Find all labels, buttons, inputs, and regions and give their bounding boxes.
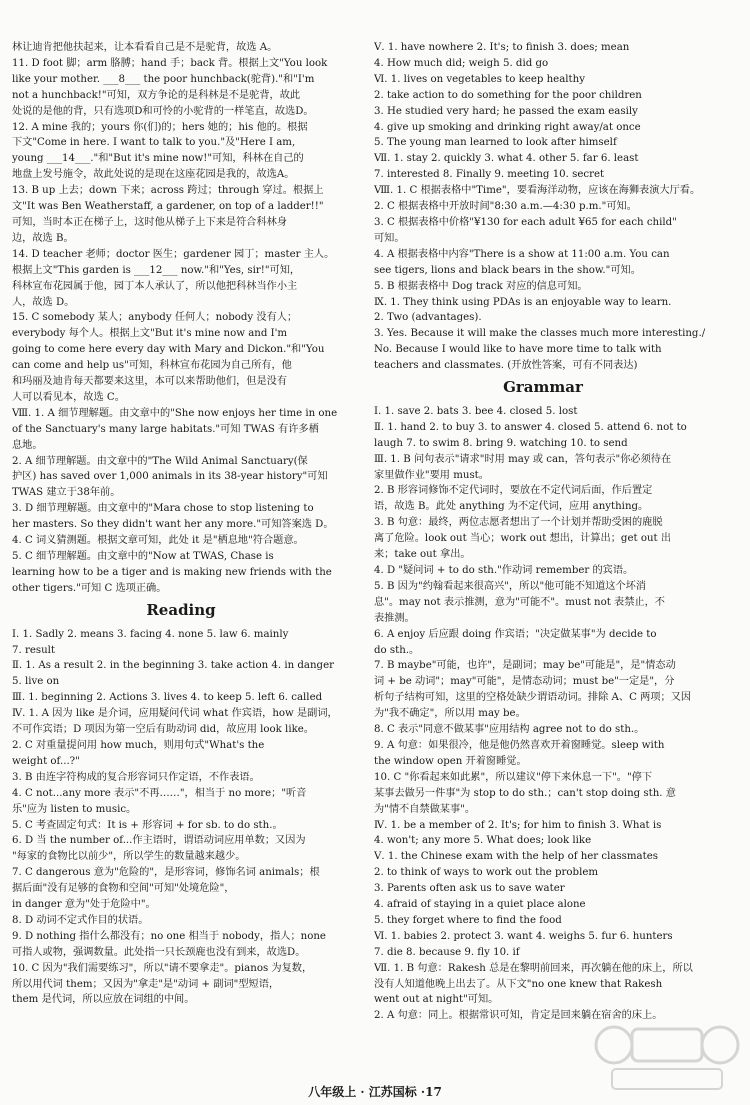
text-line: of the Sanctuary's many large habitats."可知 TWAS 有许多栖: [12, 423, 319, 435]
text-line: Ⅵ. 1. babies 2. protect 3. want 4. weighs 5. fur 6. hunters: [374, 930, 673, 942]
left-column: [12, 40, 350, 1008]
text-line: Ⅴ. 1. the Chinese exam with the help of her classmates: [374, 851, 658, 863]
text-line: 乐"应为 listen to music。: [12, 803, 137, 815]
text-line: 不可作宾语；D 项因为第一空后有助动词 did，故应用 look like。: [12, 724, 314, 736]
text-line: 8. D 动词不定式作目的状语。: [12, 914, 149, 926]
text-line: Ⅲ. 1. B 问句表示"请求"时用 may 或 can，答句表示"你必须待在: [374, 453, 672, 465]
text-line: 5. C 细节理解题。由文章中的"Now at TWAS, Chase is: [12, 551, 274, 562]
text-line: 某事去做另一件事"为 stop to do sth.；can't stop doing sth. 意: [374, 787, 676, 799]
text-line: other tigers."可知 C 选项正确。: [12, 582, 167, 594]
text-line: 4. give up smoking and drinking right away/at once: [374, 121, 641, 133]
text-line: teachers and classmates. (开放性答案，可有不同表达): [374, 360, 638, 372]
text-line: 和玛丽及迪肯每天都要来这里，本可以来帮助他们，但是没有: [12, 376, 288, 388]
text-line: 3. Yes. Because it will make the classes much more interesting./: [374, 328, 706, 340]
text-line: Ⅸ. 1. They think using PDAs is an enjoyable way to learn.: [374, 296, 672, 308]
text-line: 2. C 根据表格中开放时间"8:30 a.m.—4:30 p.m."可知。: [374, 201, 637, 213]
text-line: 林让迪肯把他扶起来，让本看看自己是不是驼背，故选 A。: [12, 42, 278, 53]
text-line: do sth.。: [374, 644, 420, 656]
text-line: 析句子结构可知，这里的空格处缺少谓语动词。排除 A、C 两项；又因: [374, 692, 692, 704]
text-line: 4. afraid of staying in a quiet place alone: [374, 899, 586, 911]
text-line: see tigers, lions and black bears in the show."可知。: [374, 264, 641, 276]
text-line: 13. B up 上去；down 下来；across 跨过；through 穿过。根据上: [12, 185, 324, 197]
text-line: 边，故选 B。: [12, 232, 74, 244]
text-line: 4. C 词义猜测题。根据文章可知，此处 it 是"栖息地"符合题意。: [12, 535, 304, 547]
text-line: Ⅱ. 1. hand 2. to buy 3. to answer 4. closed 5. attend 6. not to: [374, 421, 687, 433]
page-footer: 八年级上 · 江苏国标 ·17: [308, 1085, 442, 1099]
text-line: 9. A 句意：如果很冷，他是他仍然喜欢开着窗睡觉。sleep with: [374, 739, 665, 751]
text-line: her masters. So they didn't want her any more."可知答案选 D。: [12, 519, 334, 531]
text-line: Ⅱ. 1. As a result 2. in the beginning 3. take action 4. in danger: [12, 660, 334, 672]
text-line: 2. A 细节理解题。由文章中的"The Wild Animal Sanctuary(保: [12, 455, 308, 467]
text-line: the window open 开着窗睡觉。: [374, 755, 527, 767]
text-line: 护区) has saved over 1,000 animals in its 38-year history"可知: [12, 471, 328, 483]
text-line: 根据上文"This garden is ___12___ now."和"Yes, sir!"可知，: [12, 264, 301, 276]
text-line: 息地。: [12, 439, 43, 451]
text-line: 5. they forget where to find the food: [374, 914, 562, 926]
text-line: weight of...?": [12, 755, 80, 767]
text-line: 可知，当时本正在梯子上，这时他从梯子上下来是符合科林身: [12, 216, 288, 228]
text-line: Ⅷ. 1. C 根据表格中"Time"，要看海洋动物，应该在海狮表演大厅看。: [374, 185, 701, 197]
text-line: went out at night"可知。: [374, 994, 499, 1006]
text-line: not a hunchback!"可知，双方争论的是科林是不是驼背，故此: [12, 89, 301, 101]
text-line: like your mother. ___8___ the poor hunchback(驼背)."和"I'm: [12, 73, 315, 85]
text-line: 没有人知道他晚上出去了。从下文"no one knew that Rakesh: [374, 978, 663, 990]
text-line: 来；take out 拿出。: [374, 549, 471, 561]
text-line: 离了危险。look out 当心；work out 想出，计算出；get out 出: [374, 533, 672, 545]
text-line: 3. Parents often ask us to save water: [374, 883, 565, 895]
text-line: 2. C 对重量提问用 how much，则用句式"What's the: [12, 739, 265, 751]
text-line: 3. B 由连字符构成的复合形容词只作定语，不作表语。: [12, 771, 260, 783]
text-line: Ⅳ. 1. A 因为 like 是介词，应用疑问代词 what 作宾语，how 是副词，: [12, 708, 338, 720]
text-line: "每家的食物比以前少"，所以学生的数量越来越少。: [12, 851, 246, 863]
text-line: 人，故选 D。: [12, 296, 75, 308]
text-line: going to come here every day with Mary and Dickon."和"You: [12, 344, 325, 356]
text-line: 5. C 考查固定句式：It is + 形容词 + for sb. to do sth.。: [12, 819, 283, 831]
text-line: 4. D "疑问词 + to do sth."作动词 remember 的宾语。: [374, 565, 634, 576]
text-line: Ⅶ. 1. stay 2. quickly 3. what 4. other 5. far 6. least: [374, 153, 639, 165]
text-line: 2. take action to do something for the poor children: [374, 89, 642, 101]
text-line: 10. C "你看起来如此累"，所以建议"停下来休息一下"。"停下: [374, 771, 653, 783]
text-line: 为"我不确定"，所以用 may be。: [374, 708, 526, 720]
text-line: Ⅰ. 1. Sadly 2. means 3. facing 4. none 5. law 6. mainly: [12, 628, 289, 640]
text-line: 表推测。: [374, 612, 415, 624]
text-line: 语，故选 B。此处 anything 为不定代词，应用 anything。: [374, 501, 649, 513]
text-line: 6. D 当 the number of...作主语时，谓语动词应用单数；又因为: [12, 835, 306, 847]
text-line: 7. die 8. because 9. fly 10. if: [374, 946, 520, 958]
text-line: 7. B maybe"可能，也许"，是副词；may be"可能是"，是"情态动: [374, 660, 676, 672]
text-line: 4. A 根据表格中内容"There is a show at 11:00 a.m. You can: [374, 248, 670, 260]
text-line: 5. live on: [12, 676, 60, 688]
text-line: 息"。may not 表示推测，意为"可能不"。must not 表禁止，不: [374, 596, 665, 608]
text-line: 为"情不自禁做某事"。: [374, 803, 476, 815]
text-line: 3. He studied very hard; he passed the exam easily: [374, 105, 638, 117]
right-column: [374, 40, 712, 1024]
text-line: 家里做作业"要用 must。: [374, 469, 489, 481]
text-line: 10. C 因为"我们需要练习"，所以"请不要拿走"。pianos 为复数，: [12, 962, 313, 974]
text-line: 下文"Come in here. I want to talk to you."及"Here I am,: [12, 137, 296, 149]
watermark-logo: [592, 1017, 742, 1097]
text-line: 2. A 句意：同上。根据常识可知，肯定是回来躺在宿舍的床上。: [374, 1010, 663, 1022]
text-line: can come and help us"可知，科林宣布花园为自己所有，他: [12, 360, 292, 372]
text-line: 3. B 句意：最终，两位志愿者想出了一个计划并帮助受困的鹿脱: [374, 517, 663, 529]
text-line: No. Because I would like to have more time to talk with: [374, 344, 662, 356]
text-line: 9. D nothing 指什么都没有；no one 相当于 nobody，指人；none: [12, 930, 326, 942]
section-heading: Grammar: [503, 378, 583, 397]
text-line: 5. The young man learned to look after himself: [374, 137, 617, 149]
text-line: everybody 每个人。根据上文"But it's mine now and I'm: [12, 328, 288, 340]
text-line: young ___14___."和"But it's mine now!"可知，科林在自己的: [12, 153, 304, 165]
text-line: Ⅶ. 1. B 句意：Rakesh 总是在黎明前回来，再次躺在他的床上，所以: [374, 962, 693, 974]
text-line: 2. to think of ways to work out the problem: [374, 867, 599, 879]
text-line: Ⅰ. 1. save 2. bats 3. bee 4. closed 5. lost: [374, 405, 578, 417]
text-line: Ⅲ. 1. beginning 2. Actions 3. lives 4. to keep 5. left 6. called: [12, 692, 323, 704]
text-line: 人可以看见本，故选 C。: [12, 391, 125, 403]
text-line: 3. D 细节理解题。由文章中的"Mara chose to stop listening to: [12, 503, 314, 515]
text-line: 4. won't; any more 5. What does; look like: [374, 835, 592, 847]
text-line: 2. Two (advantages).: [374, 312, 482, 324]
text-line: 7. result: [12, 644, 55, 656]
text-line: 据后面"没有足够的食物和空间"可知"处境危险"，: [12, 883, 235, 895]
text-line: Ⅴ. 1. have nowhere 2. It's; to finish 3. does; mean: [374, 42, 630, 53]
text-line: 词 + be 动词"；may"可能"，是情态动词；must be"一定是"，分: [374, 676, 675, 688]
text-line: laugh 7. to swim 8. bring 9. watching 10. to send: [374, 437, 628, 449]
text-line: 3. C 根据表格中价格"¥130 for each adult ¥65 for each child": [374, 216, 677, 228]
text-line: 15. C somebody 某人；anybody 任何人；nobody 没有人；: [12, 312, 298, 324]
text-line: 7. C dangerous 意为"危险的"，是形容词，修饰名词 animals；根: [12, 867, 320, 879]
text-line: 所以用代词 them；又因为"拿走"是"动词 + 副词"型短语，: [12, 978, 280, 990]
text-line: 8. C 表示"同意不做某事"应用结构 agree not to do sth.。: [374, 724, 645, 736]
text-line: 5. B 因为"约翰看起来很高兴"，所以"他可能不知道这个坏消: [374, 580, 647, 592]
text-line: them 是代词，所以应放在词组的中间。: [12, 994, 195, 1006]
text-line: 可知。: [374, 232, 405, 244]
text-line: Ⅷ. 1. A 细节理解题。由文章中的"She now enjoys her time in one: [12, 407, 338, 419]
text-line: Ⅵ. 1. lives on vegetables to keep healthy: [374, 73, 585, 85]
text-line: 处说的是他的背，只有选项D和可怜的小驼背的一样笔直，故选D。: [12, 105, 314, 117]
text-line: 2. B 形容词修饰不定代词时，要放在不定代词后面，作后置定: [374, 485, 653, 497]
text-line: learning how to be a tiger and is making new friends with the: [12, 566, 332, 578]
text-line: TWAS 建立于38年前。: [12, 487, 121, 499]
text-line: 4. C not...any more 表示"不再……"，相当于 no more；"听音: [12, 787, 307, 799]
text-line: 文"It was Ben Weatherstaff, a gardener, on top of a ladder!!": [12, 201, 324, 213]
text-line: in danger 意为"处于危险中"。: [12, 899, 156, 911]
text-line: 可指人或物，强调数量。此处指一只长颈鹿也没有到来，故选D。: [12, 946, 306, 958]
text-line: 6. A enjoy 后应跟 doing 作宾语；"决定做某事"为 decide to: [374, 628, 657, 640]
text-line: 科林宣布花园属于他，园丁本人承认了，所以他把科林当作小主: [12, 280, 298, 292]
text-line: 7. interested 8. Finally 9. meeting 10. secret: [374, 169, 605, 181]
text-line: 地盘上发号施令，故此处说的是现在这座花园是我的，故选A。: [12, 169, 295, 181]
text-line: Ⅳ. 1. be a member of 2. It's; for him to finish 3. What is: [374, 819, 662, 831]
text-line: 5. B 根据表格中 Dog track 对应的信息可知。: [374, 280, 588, 292]
section-heading: Reading: [146, 600, 216, 619]
text-line: 4. How much did; weigh 5. did go: [374, 57, 549, 69]
text-line: 14. D teacher 老师；doctor 医生；gardener 园丁；master 主人。: [12, 248, 335, 260]
text-line: 12. A mine 我的；yours 你(们)的；hers 她的；his 他的。根据: [12, 121, 308, 133]
text-line: 11. D foot 脚；arm 胳膊；hand 手；back 背。根据上文"You look: [12, 57, 328, 69]
